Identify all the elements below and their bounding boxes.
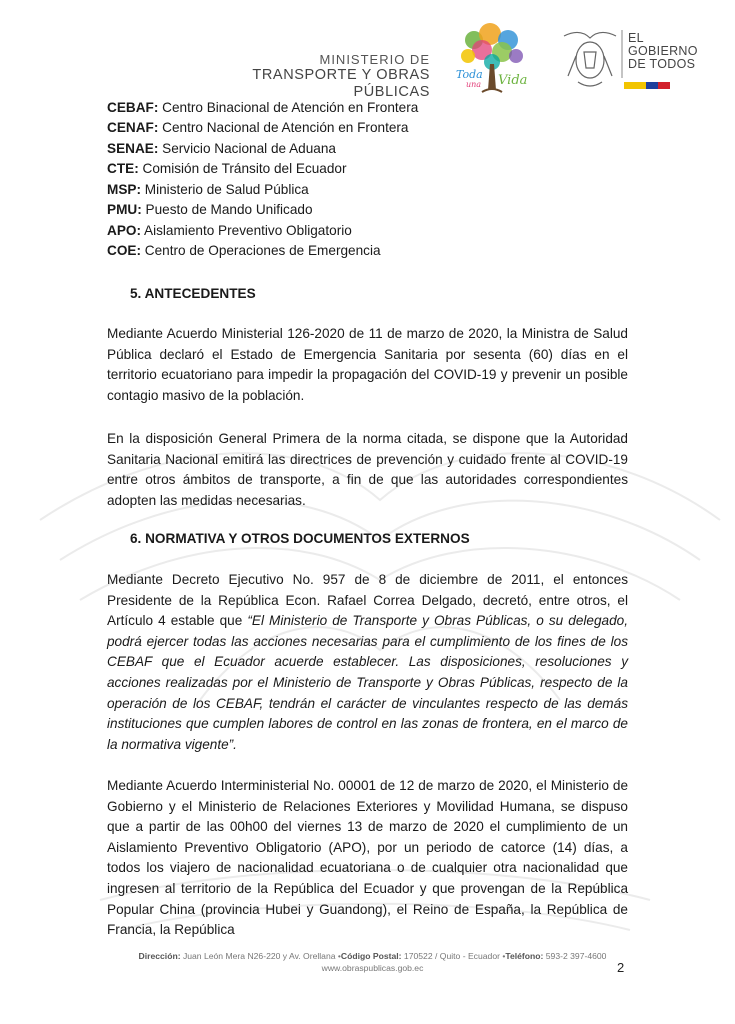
abbreviation-item: CENAF: Centro Nacional de Atención en Frontera [107,120,409,135]
paragraph-disposicion-general: En la disposición General Primera de la norma citada, se dispone que la Autoridad Sanitaria Nacional emitirá las directrices de prevención y cuidado frente al COVID-19 entre otros ámbitos de transporte, a fin de que las autoridades correspondientes adopten las medidas necesarias. [107,431,628,508]
footer-website: www.obraspublicas.gob.ec [321,963,424,973]
ministry-line-1: MINISTERIO DE [319,52,430,67]
page-footer [120,950,625,974]
abbreviation-item: CEBAF: Centro Binacional de Atención en Frontera [107,100,419,115]
page-number: 2 [617,960,625,975]
ministry-line-2: TRANSPORTE Y OBRAS PÚBLICAS [252,67,430,100]
abbreviation-item: COE: Centro de Operaciones de Emergencia [107,243,381,258]
paragraph-acuerdo-interministerial: Mediante Acuerdo Interministerial No. 00001 de 12 de marzo de 2020, el Ministerio de Gobierno y el Ministerio de Relaciones Exteriores y Movilidad Humana, se dispuso que a partir de las 00h00 del viernes 13 de marzo de 2020 el cumplimiento de un Aislamiento Preventivo Obligatorio (APO), por un periodo de catorce (14) días, a todos los viajero de nacionalidad ecuatoriana o de cualquier otra nacionalidad que ingresen al territorio de la República del Ecuador y que provengan de la República Popular China (provincia Hubei y Guandong), el Reino de España, la República de Francia, la República [107,778,628,938]
section-heading-antecedentes: 5. ANTECEDENTES [130,286,256,301]
ministry-name [198,52,430,101]
gobierno-de-todos-text: EL GOBIERNO DE TODOS [628,31,698,71]
svg-text:Vida: Vida [498,73,528,88]
abbreviation-item: MSP: Ministerio de Salud Pública [107,182,309,197]
section-heading-normativa: 6. NORMATIVA Y OTROS DOCUMENTOS EXTERNOS [130,531,470,546]
paragraph-acuerdo-ministerial: Mediante Acuerdo Ministerial 126-2020 de 11 de marzo de 2020, la Ministra de Salud Pública declaró el Estado de Emergencia Sanitaria por sesenta (60) días en el territorio ecuatoriano para impedir la propagación del COVID-19 y prevenir un posible contagio masivo de la población. [107,326,628,403]
abbreviation-item: PMU: Puesto de Mando Unificado [107,202,313,217]
abbreviation-item: APO: Aislamiento Preventivo Obligatorio [107,223,352,238]
abbreviation-item: CTE: Comisión de Tránsito del Ecuador [107,161,347,176]
toda-una-vida-logo [452,18,532,98]
svg-text:Toda: Toda [456,68,483,81]
abbreviation-item: SENAE: Servicio Nacional de Aduana [107,141,336,156]
svg-text:una: una [466,80,482,89]
footer-address-line: Dirección: Juan León Mera N26-220 y Av. Orellana •Código Postal: 170522 / Quito - Ecuador •Teléfono: 593-2 397-4600 [138,951,607,961]
paragraph-decreto-ejecutivo: Mediante Decreto Ejecutivo No. 957 de 8 de diciembre de 2011, el entonces Presidente de la República Econ. Rafael Correa Delgado, decretó, entre otros, el Artículo 4 estable que “El Ministerio de Transporte y Obras Públicas, o su delegado, podrá ejercer todas las acciones necesarias para el cumplimiento de los fines de los CEBAF que el Ecuador acuerde establecer. Las disposiciones, resoluciones y acciones realizadas por el Ministerio de Transporte y Obras Públicas, respecto de la operación de los CEBAF, tendrán el carácter de vinculantes respecto de las demás instituciones que cumplen labores de control en las zonas de frontera, en el marco de la normativa vigente”. [107,572,628,752]
